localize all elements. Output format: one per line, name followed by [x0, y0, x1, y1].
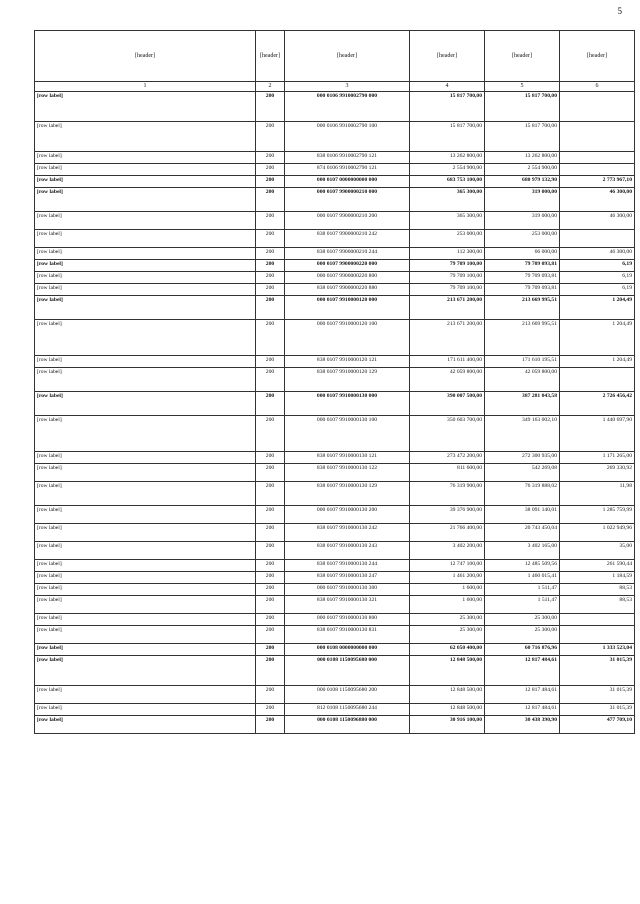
row-unexecuted-cell: 477 709,10 [560, 716, 635, 734]
row-unexecuted-cell: 2 726 456,42 [560, 392, 635, 416]
row-line-cell: 200 [256, 686, 285, 704]
row-approved-cell: 213 671 200,00 [410, 296, 485, 320]
row-approved-cell: 350 603 700,00 [410, 416, 485, 452]
row-code-cell: 838 0107 9910000120 121 [285, 356, 410, 368]
row-line-cell: 200 [256, 542, 285, 560]
table-row [35, 176, 635, 188]
row-line-cell: 200 [256, 260, 285, 272]
table-row [35, 452, 635, 464]
col-index: 2 [256, 82, 285, 92]
row-line-cell: 200 [256, 656, 285, 686]
table-row [35, 212, 635, 230]
row-executed-cell: 79 709 093,81 [485, 260, 560, 272]
row-code-cell: 000 0107 9900000210 000 [285, 188, 410, 212]
row-executed-cell: 12 817 484,61 [485, 686, 560, 704]
row-unexecuted-cell: 1 440 697,90 [560, 416, 635, 452]
table-row [35, 272, 635, 284]
row-executed-cell: 542 269,08 [485, 464, 560, 482]
row-name-cell: [row label] [35, 584, 256, 596]
row-unexecuted-cell [560, 122, 635, 152]
table-row [35, 506, 635, 524]
row-executed-cell: 3 402 165,00 [485, 542, 560, 560]
row-unexecuted-cell: 1 171 265,00 [560, 452, 635, 464]
row-executed-cell: 680 979 132,90 [485, 176, 560, 188]
row-executed-cell: 15 817 700,00 [485, 92, 560, 122]
table-row [35, 644, 635, 656]
col-header-executed: [header] [485, 31, 560, 82]
table-row [35, 542, 635, 560]
row-approved-cell: 21 766 400,00 [410, 524, 485, 542]
row-code-cell: 000 0107 9910000130 300 [285, 584, 410, 596]
row-executed-cell: 1 460 015,41 [485, 572, 560, 584]
table-row [35, 704, 635, 716]
column-index-row [35, 82, 635, 92]
col-index: 5 [485, 82, 560, 92]
row-approved-cell: 1 600,00 [410, 596, 485, 614]
row-name-cell: [row label] [35, 188, 256, 212]
row-unexecuted-cell: 35,00 [560, 542, 635, 560]
row-line-cell: 200 [256, 464, 285, 482]
row-approved-cell: 390 007 500,00 [410, 392, 485, 416]
row-approved-cell: 15 817 700,00 [410, 122, 485, 152]
row-executed-cell: 60 716 876,96 [485, 644, 560, 656]
row-code-cell: 838 0107 9910000130 121 [285, 452, 410, 464]
row-line-cell: 200 [256, 368, 285, 392]
row-unexecuted-cell: 46 300,00 [560, 248, 635, 260]
row-line-cell: 200 [256, 92, 285, 122]
row-code-cell: 000 0108 1150096880 000 [285, 716, 410, 734]
row-code-cell: 000 0107 0000000000 000 [285, 176, 410, 188]
row-code-cell: 838 0107 9900000220 880 [285, 284, 410, 296]
row-unexecuted-cell: 11,98 [560, 482, 635, 506]
row-approved-cell: 213 671 200,00 [410, 320, 485, 356]
row-approved-cell: 79 709 100,00 [410, 284, 485, 296]
row-unexecuted-cell: 6,19 [560, 272, 635, 284]
row-executed-cell: 13 262 800,00 [485, 152, 560, 164]
row-approved-cell: 42 059 800,00 [410, 368, 485, 392]
row-code-cell: 000 0107 9900000210 200 [285, 212, 410, 230]
row-code-cell: 000 0107 9900000220 800 [285, 272, 410, 284]
row-unexecuted-cell: 31 015,39 [560, 686, 635, 704]
row-name-cell: [row label] [35, 716, 256, 734]
row-line-cell: 200 [256, 152, 285, 164]
row-name-cell: [row label] [35, 392, 256, 416]
row-approved-cell: 12 848 500,00 [410, 656, 485, 686]
row-name-cell: [row label] [35, 176, 256, 188]
table-row [35, 248, 635, 260]
table-row [35, 164, 635, 176]
row-name-cell: [row label] [35, 356, 256, 368]
col-index: 3 [285, 82, 410, 92]
page-number: 5 [617, 6, 622, 16]
table-row [35, 656, 635, 686]
row-name-cell: [row label] [35, 260, 256, 272]
row-line-cell: 200 [256, 524, 285, 542]
row-line-cell: 200 [256, 356, 285, 368]
table-row [35, 560, 635, 572]
row-name-cell: [row label] [35, 164, 256, 176]
row-unexecuted-cell: 1 204,49 [560, 296, 635, 320]
row-code-cell: 000 0107 9910000130 100 [285, 416, 410, 452]
col-index: 6 [560, 82, 635, 92]
row-name-cell: [row label] [35, 656, 256, 686]
row-executed-cell: 272 300 935,00 [485, 452, 560, 464]
table-row [35, 716, 635, 734]
row-executed-cell: 213 669 995,51 [485, 296, 560, 320]
row-executed-cell: 79 709 093,81 [485, 272, 560, 284]
table-body [35, 92, 635, 734]
row-name-cell: [row label] [35, 572, 256, 584]
row-approved-cell: 3 402 200,00 [410, 542, 485, 560]
row-line-cell: 200 [256, 482, 285, 506]
table-row [35, 572, 635, 584]
row-approved-cell: 25 300,00 [410, 614, 485, 626]
row-code-cell: 838 0107 9910000130 244 [285, 560, 410, 572]
table-row [35, 392, 635, 416]
row-unexecuted-cell: 88,53 [560, 584, 635, 596]
row-code-cell: 000 0107 9910000120 000 [285, 296, 410, 320]
row-executed-cell: 42 059 800,00 [485, 368, 560, 392]
row-name-cell: [row label] [35, 614, 256, 626]
table-row [35, 524, 635, 542]
row-code-cell: 838 0107 9910000130 129 [285, 482, 410, 506]
row-name-cell: [row label] [35, 272, 256, 284]
row-code-cell: 000 0107 9910000130 000 [285, 392, 410, 416]
row-executed-cell: 1 511,47 [485, 596, 560, 614]
row-name-cell: [row label] [35, 596, 256, 614]
row-executed-cell: 66 000,00 [485, 248, 560, 260]
row-unexecuted-cell: 1 333 523,04 [560, 644, 635, 656]
row-executed-cell: 2 554 900,00 [485, 164, 560, 176]
row-code-cell: 838 0107 9910000120 129 [285, 368, 410, 392]
row-code-cell: 000 0107 9910000130 200 [285, 506, 410, 524]
row-unexecuted-cell: 6,19 [560, 284, 635, 296]
row-line-cell: 200 [256, 296, 285, 320]
row-name-cell: [row label] [35, 296, 256, 320]
row-executed-cell: 76 319 888,02 [485, 482, 560, 506]
row-approved-cell: 79 709 100,00 [410, 272, 485, 284]
row-name-cell: [row label] [35, 506, 256, 524]
row-name-cell: [row label] [35, 464, 256, 482]
row-name-cell: [row label] [35, 248, 256, 260]
row-unexecuted-cell: 31 015,39 [560, 656, 635, 686]
row-code-cell: 000 0107 9910000130 800 [285, 614, 410, 626]
row-approved-cell: 39 376 900,00 [410, 506, 485, 524]
row-code-cell: 000 0108 0000000000 000 [285, 644, 410, 656]
row-code-cell: 000 0108 1150095680 200 [285, 686, 410, 704]
row-line-cell: 200 [256, 272, 285, 284]
row-approved-cell: 15 817 700,00 [410, 92, 485, 122]
table-row [35, 464, 635, 482]
row-unexecuted-cell [560, 614, 635, 626]
table-row [35, 584, 635, 596]
row-line-cell: 200 [256, 560, 285, 572]
row-name-cell: [row label] [35, 524, 256, 542]
row-approved-cell: 12 848 500,00 [410, 686, 485, 704]
row-approved-cell: 12 848 500,00 [410, 704, 485, 716]
row-approved-cell: 683 753 100,00 [410, 176, 485, 188]
row-code-cell: 812 0108 1150095680 244 [285, 704, 410, 716]
row-approved-cell: 811 600,00 [410, 464, 485, 482]
row-name-cell: [row label] [35, 560, 256, 572]
row-name-cell: [row label] [35, 122, 256, 152]
row-unexecuted-cell: 6,19 [560, 260, 635, 272]
row-approved-cell: 1 600,00 [410, 584, 485, 596]
row-name-cell: [row label] [35, 482, 256, 506]
row-unexecuted-cell: 1 204,49 [560, 356, 635, 368]
row-line-cell: 200 [256, 626, 285, 644]
row-line-cell: 200 [256, 452, 285, 464]
row-executed-cell: 20 743 450,04 [485, 524, 560, 542]
table-row [35, 626, 635, 644]
row-executed-cell: 171 610 195,51 [485, 356, 560, 368]
row-code-cell: 838 0107 9910000130 243 [285, 542, 410, 560]
row-line-cell: 200 [256, 596, 285, 614]
table-row [35, 596, 635, 614]
table-row [35, 284, 635, 296]
row-code-cell: 000 0108 1150095680 000 [285, 656, 410, 686]
row-unexecuted-cell [560, 92, 635, 122]
row-name-cell: [row label] [35, 416, 256, 452]
row-code-cell: 838 0107 9900000210 242 [285, 230, 410, 248]
row-executed-cell: 15 817 700,00 [485, 122, 560, 152]
table-row [35, 368, 635, 392]
row-unexecuted-cell [560, 164, 635, 176]
col-header-unexecuted: [header] [560, 31, 635, 82]
table-row [35, 230, 635, 248]
table-row [35, 356, 635, 368]
row-line-cell: 200 [256, 176, 285, 188]
row-name-cell: [row label] [35, 452, 256, 464]
row-unexecuted-cell: 1 184,59 [560, 572, 635, 584]
table-row [35, 260, 635, 272]
row-executed-cell: 349 163 002,10 [485, 416, 560, 452]
table-row [35, 416, 635, 452]
table-row [35, 296, 635, 320]
row-unexecuted-cell: 31 015,39 [560, 704, 635, 716]
row-approved-cell: 79 709 100,00 [410, 260, 485, 272]
row-line-cell: 200 [256, 248, 285, 260]
row-line-cell: 200 [256, 188, 285, 212]
row-executed-cell: 30 438 390,90 [485, 716, 560, 734]
row-name-cell: [row label] [35, 152, 256, 164]
row-line-cell: 200 [256, 164, 285, 176]
table-header-row [35, 31, 635, 82]
row-line-cell: 200 [256, 392, 285, 416]
row-code-cell: 000 0107 9900000220 000 [285, 260, 410, 272]
row-line-cell: 200 [256, 284, 285, 296]
row-line-cell: 200 [256, 644, 285, 656]
row-line-cell: 200 [256, 212, 285, 230]
col-header-approved: [header] [410, 31, 485, 82]
table-row [35, 320, 635, 356]
row-approved-cell: 253 000,00 [410, 230, 485, 248]
row-approved-cell: 30 916 100,00 [410, 716, 485, 734]
row-approved-cell: 112 300,00 [410, 248, 485, 260]
row-name-cell: [row label] [35, 368, 256, 392]
row-approved-cell: 76 319 900,00 [410, 482, 485, 506]
col-header-budget-code: [header] [285, 31, 410, 82]
row-line-cell: 200 [256, 416, 285, 452]
row-approved-cell: 273 472 200,00 [410, 452, 485, 464]
row-line-cell: 200 [256, 230, 285, 248]
row-unexecuted-cell [560, 368, 635, 392]
row-line-cell: 200 [256, 584, 285, 596]
row-name-cell: [row label] [35, 644, 256, 656]
row-code-cell: 874 0106 9910002790 121 [285, 164, 410, 176]
row-unexecuted-cell: 1 022 949,96 [560, 524, 635, 542]
row-approved-cell: 1 461 200,00 [410, 572, 485, 584]
row-executed-cell: 319 000,00 [485, 188, 560, 212]
row-line-cell: 200 [256, 506, 285, 524]
table-row [35, 614, 635, 626]
row-executed-cell: 12 817 484,61 [485, 704, 560, 716]
budget-execution-table [34, 30, 635, 734]
row-code-cell: 838 0107 9910000130 831 [285, 626, 410, 644]
row-line-cell: 200 [256, 572, 285, 584]
row-unexecuted-cell: 269 330,92 [560, 464, 635, 482]
row-executed-cell: 319 000,00 [485, 212, 560, 230]
row-unexecuted-cell: 261 590,44 [560, 560, 635, 572]
col-header-name: [header] [35, 31, 256, 82]
row-unexecuted-cell [560, 626, 635, 644]
row-approved-cell: 171 611 400,00 [410, 356, 485, 368]
row-code-cell: 838 0106 9910002790 121 [285, 152, 410, 164]
row-name-cell: [row label] [35, 230, 256, 248]
row-executed-cell: 213 669 995,51 [485, 320, 560, 356]
row-approved-cell: 2 554 900,00 [410, 164, 485, 176]
row-name-cell: [row label] [35, 284, 256, 296]
row-approved-cell: 13 262 800,00 [410, 152, 485, 164]
row-unexecuted-cell [560, 152, 635, 164]
row-approved-cell: 365 300,00 [410, 188, 485, 212]
row-executed-cell: 387 281 043,58 [485, 392, 560, 416]
table-row [35, 188, 635, 212]
row-name-cell: [row label] [35, 626, 256, 644]
row-executed-cell: 12 485 509,56 [485, 560, 560, 572]
row-name-cell: [row label] [35, 542, 256, 560]
row-unexecuted-cell: 2 773 967,10 [560, 176, 635, 188]
row-approved-cell: 62 050 400,00 [410, 644, 485, 656]
row-executed-cell: 25 300,00 [485, 626, 560, 644]
row-name-cell: [row label] [35, 704, 256, 716]
row-name-cell: [row label] [35, 686, 256, 704]
row-executed-cell: 253 000,00 [485, 230, 560, 248]
row-code-cell: 000 0106 9910002790 000 [285, 92, 410, 122]
row-executed-cell: 1 511,47 [485, 584, 560, 596]
row-approved-cell: 25 300,00 [410, 626, 485, 644]
row-approved-cell: 12 747 100,00 [410, 560, 485, 572]
table-row [35, 122, 635, 152]
row-unexecuted-cell: 1 285 759,99 [560, 506, 635, 524]
col-header-line-code: [header] [256, 31, 285, 82]
row-unexecuted-cell: 1 204,49 [560, 320, 635, 356]
row-code-cell: 000 0106 9910002790 100 [285, 122, 410, 152]
row-line-cell: 200 [256, 704, 285, 716]
row-line-cell: 200 [256, 122, 285, 152]
table-row [35, 92, 635, 122]
row-executed-cell: 38 091 140,01 [485, 506, 560, 524]
row-executed-cell: 25 300,00 [485, 614, 560, 626]
row-line-cell: 200 [256, 716, 285, 734]
row-executed-cell: 79 709 093,81 [485, 284, 560, 296]
row-line-cell: 200 [256, 614, 285, 626]
row-name-cell: [row label] [35, 212, 256, 230]
row-unexecuted-cell: 88,53 [560, 596, 635, 614]
row-line-cell: 200 [256, 320, 285, 356]
row-code-cell: 838 0107 9910000130 247 [285, 572, 410, 584]
row-unexecuted-cell: 46 300,00 [560, 188, 635, 212]
table-row [35, 482, 635, 506]
row-code-cell: 838 0107 9910000130 122 [285, 464, 410, 482]
row-code-cell: 838 0107 9910000130 321 [285, 596, 410, 614]
row-unexecuted-cell: 46 300,00 [560, 212, 635, 230]
table-row [35, 686, 635, 704]
row-code-cell: 000 0107 9910000120 100 [285, 320, 410, 356]
table-row [35, 152, 635, 164]
row-code-cell: 838 0107 9900000210 244 [285, 248, 410, 260]
row-name-cell: [row label] [35, 92, 256, 122]
col-index: 1 [35, 82, 256, 92]
row-unexecuted-cell [560, 230, 635, 248]
row-executed-cell: 12 817 484,61 [485, 656, 560, 686]
row-name-cell: [row label] [35, 320, 256, 356]
row-approved-cell: 365 300,00 [410, 212, 485, 230]
col-index: 4 [410, 82, 485, 92]
row-code-cell: 838 0107 9910000130 242 [285, 524, 410, 542]
